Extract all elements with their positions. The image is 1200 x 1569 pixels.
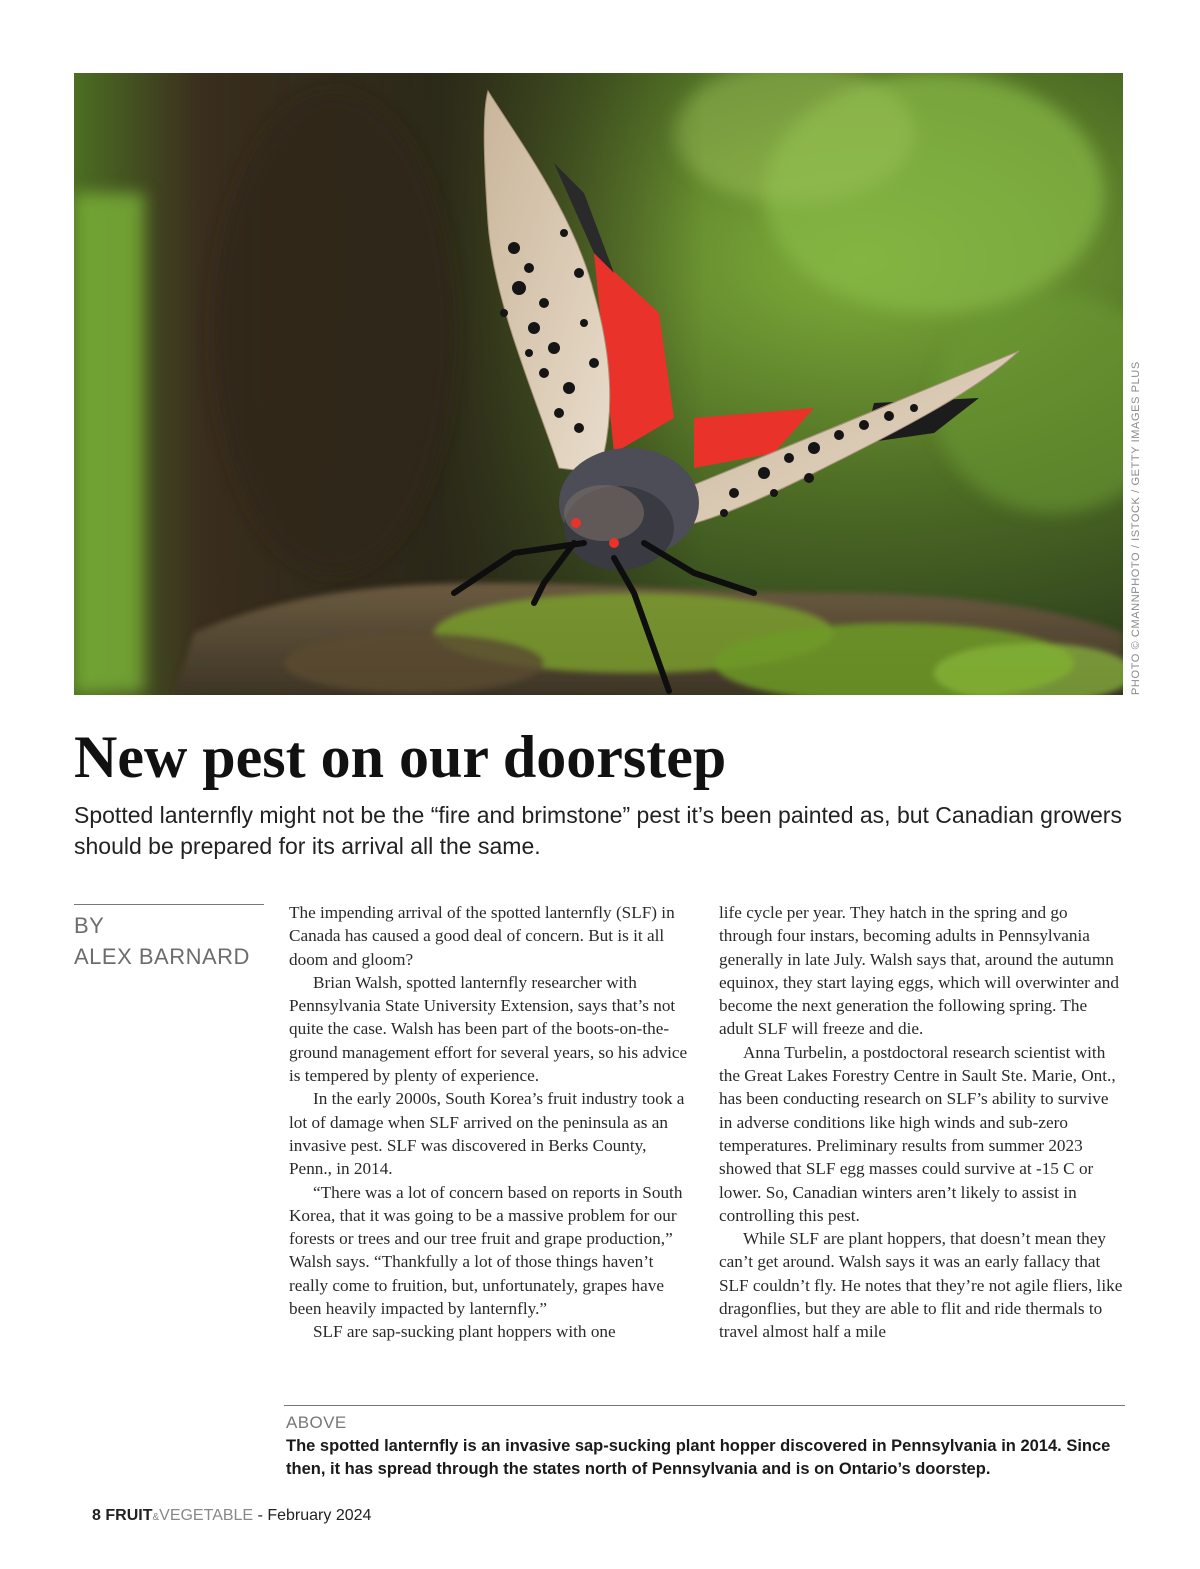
paragraph: Brian Walsh, spotted lanternfly researcher with Pennsylvania State University Extension, says that’s not quite the case. Walsh has been part of the boots-on-the-ground management effort for several years, so his advice is tempered by plenty of experience. (289, 972, 688, 1086)
caption-label: ABOVE (286, 1413, 347, 1432)
paragraph: While SLF are plant hoppers, that doesn’t mean they can’t get around. Walsh says it was an early fallacy that SLF couldn’t fly. He notes that they’re not agile fliers, like dragonflies, but they are able to flit and ride thermals to travel almost half a mile (719, 1229, 1123, 1342)
caption-divider (284, 1405, 1125, 1406)
byline-divider (74, 904, 264, 905)
photo-credit: PHOTO © CMANNPHOTO / ISTOCK / GETTY IMAGES PLUS (1130, 361, 1142, 695)
paragraph: In the early 2000s, South Korea’s fruit industry took a lot of damage when SLF arrived on the peninsula as an invasive pest. SLF was discovered in Berks County, Penn., in 2014. (289, 1089, 685, 1179)
byline (74, 910, 274, 972)
article-deck: Spotted lanternfly might not be the “fire and brimstone” pest it’s been painted as, but Canadian growers should be prepared for its arrival all the same. (74, 802, 1122, 859)
paragraph: SLF are sap-sucking plant hoppers with one (313, 1322, 616, 1342)
body-column-1 (289, 901, 693, 1393)
byline-author: ALEX BARNARD (74, 944, 250, 969)
body-column-2 (719, 901, 1123, 1393)
lanternfly-photo-illustration (74, 73, 1123, 695)
photo-caption: The spotted lanternfly is an invasive sap-sucking plant hopper discovered in Pennsylvania in 2014. Since then, it has spread through the states north of Pennsylvania and is on Ontario’s doorstep. (286, 1437, 1111, 1478)
hero-photo (74, 73, 1123, 695)
article-headline: New pest on our doorstep (74, 724, 727, 790)
paragraph: “There was a lot of concern based on reports in South Korea, that it was going to be a massive problem for our forests or trees and our tree fruit and grape production,” Walsh says. “Thankfully a lot of those things haven’t really come to fruition, but, unfortunately, grapes have been heavily impacted by lanternfly.” (289, 1182, 683, 1319)
paragraph: life cycle per year. They hatch in the spring and go through four instars, becoming adults in Pennsylvania generally in late July. Walsh says that, around the autumn equinox, they start laying eggs, which will overwinter and become the next generation the following spring. The adult SLF will freeze and die. (719, 903, 1119, 1039)
page-number: 8 (92, 1507, 101, 1524)
magazine-name-ampersand: & (152, 1512, 160, 1523)
magazine-name-vegetable: VEGETABLE (159, 1507, 254, 1524)
page-footer (92, 1505, 371, 1529)
paragraph: The impending arrival of the spotted lanternfly (SLF) in Canada has caused a good deal of concern. But is it all doom and gloom? (289, 903, 675, 969)
magazine-name-fruit: FRUIT (105, 1507, 153, 1524)
paragraph: Anna Turbelin, a postdoctoral research scientist with the Great Lakes Forestry Centre in Sault Ste. Marie, Ont., has been conducting research on SLF’s ability to survive in adverse conditions like high winds and sub-zero temperatures. Preliminary results from summer 2023 showed that SLF egg masses could survive at -15 C or lower. So, Canadian winters aren’t likely to assist in controlling this pest. (719, 1042, 1116, 1225)
issue-date: February 2024 (267, 1507, 372, 1524)
byline-prefix: BY (74, 913, 105, 938)
footer-separator: - (257, 1507, 263, 1524)
